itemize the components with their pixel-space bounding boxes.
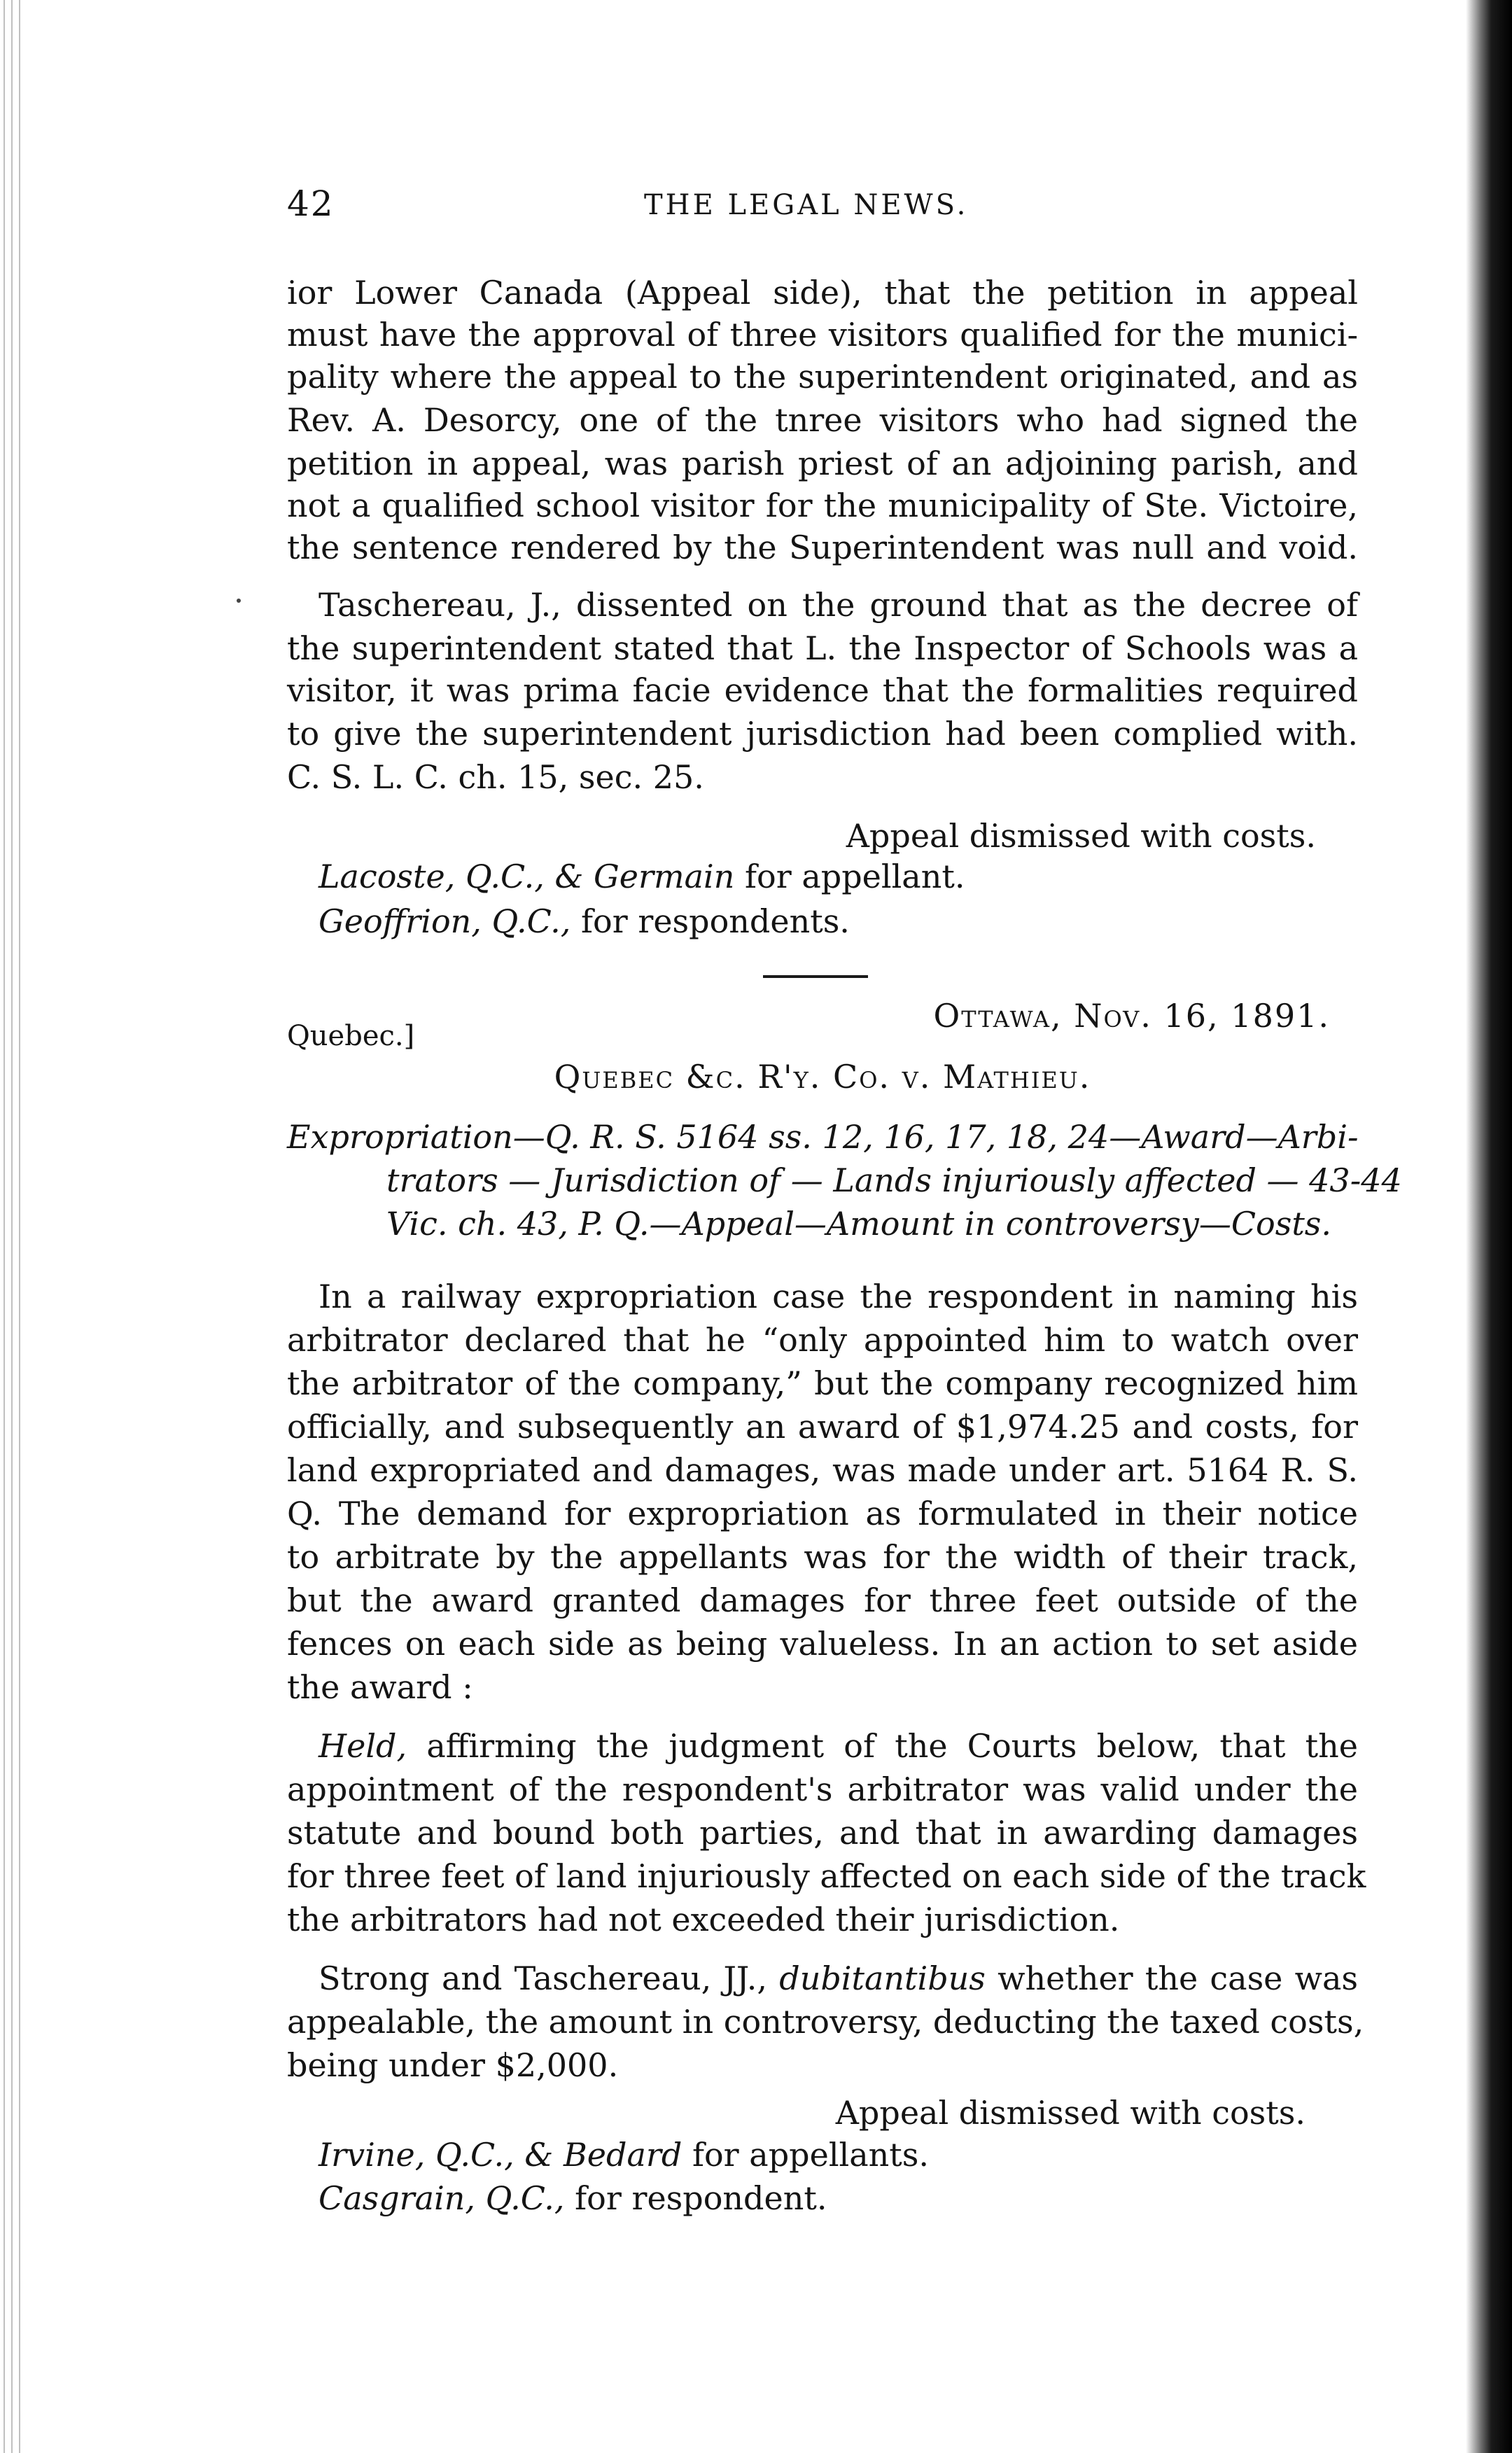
counsel-names: Geoffrion, Q.C., xyxy=(318,902,571,940)
running-title: THE LEGAL NEWS. xyxy=(644,189,969,221)
scan-right-edge xyxy=(1466,0,1512,2453)
case2-counsel-appellant xyxy=(318,2134,929,2176)
dubitante-pre: Strong and Taschereau, JJ., xyxy=(318,1959,780,1997)
text-line: for three feet of land injuriously affected on each side of the track xyxy=(287,1857,1366,1895)
held-text: affirming the judgment of the Courts below, that the xyxy=(407,1727,1358,1765)
text-line: land expropriated and damages, was made under art. 5164 R. S. xyxy=(287,1451,1358,1489)
held-word: Held, xyxy=(318,1727,407,1765)
scan-left-edge xyxy=(0,0,24,2453)
headnote-line: Expropriation—Q. R. S. 5164 ss. 12, 16, 17, 18, 24—Award—Arbi- xyxy=(287,1118,1359,1156)
section-divider xyxy=(763,975,868,978)
counsel-names: Lacoste, Q.C., & Germain xyxy=(318,858,735,895)
headnote-line: trators — Jurisdiction of — Lands injuriously affected — 43-44 xyxy=(386,1161,1402,1199)
text-line: Q. The demand for expropriation as formulated in their notice xyxy=(287,1495,1358,1532)
text-line: pality where the appeal to the superintendent originated, and as xyxy=(287,358,1358,396)
text-line: the arbitrators had not exceeded their jurisdiction. xyxy=(287,1901,1120,1938)
text-line: Taschereau, J., dissented on the ground that as the decree of xyxy=(318,586,1358,624)
text-line: the arbitrator of the company,” but the company recognized him xyxy=(287,1364,1358,1402)
text-line: In a railway expropriation case the respondent in naming his xyxy=(318,1278,1358,1315)
text-line: the award : xyxy=(287,1668,473,1706)
case2-disposition: Appeal dismissed with costs. xyxy=(835,2094,1306,2132)
text-line: must have the approval of three visitors qualified for the munici- xyxy=(287,316,1358,354)
text-line: not a qualified school visitor for the municipality of Ste. Victoire, xyxy=(287,487,1358,524)
counsel-role: for appellant. xyxy=(734,858,965,895)
court-label: Quebec.] xyxy=(287,1020,415,1052)
page-header xyxy=(287,183,1358,239)
text-line: fences on each side as being valueless. In an action to set aside xyxy=(287,1625,1358,1663)
counsel-role: for respondent. xyxy=(564,2179,827,2217)
case-title: Quebec &c. R'y. Co. v. Mathieu. xyxy=(554,1058,1091,1096)
scan-speck xyxy=(237,599,241,603)
case1-counsel-respondent xyxy=(318,900,850,942)
headnote-line: Vic. ch. 43, P. Q.—Appeal—Amount in controversy—Costs. xyxy=(386,1205,1332,1243)
text-line: the sentence rendered by the Superintendent was null and void. xyxy=(287,529,1358,566)
text-line xyxy=(318,1725,1358,1767)
text-line: to give the superintendent jurisdiction had been complied with. xyxy=(287,715,1358,753)
page-number: 42 xyxy=(287,183,335,224)
counsel-names: Casgrain, Q.C., xyxy=(318,2179,565,2217)
dubitante-word: dubitantibus xyxy=(779,1959,986,1997)
case1-disposition: Appeal dismissed with costs. xyxy=(846,817,1316,855)
text-line: appointment of the respondent's arbitrator was valid under the xyxy=(287,1770,1358,1808)
case2-counsel-respondent xyxy=(318,2177,827,2219)
text-line: appealable, the amount in controversy, deducting the taxed costs, xyxy=(287,2003,1364,2041)
text-line: but the award granted damages for three feet outside of the xyxy=(287,1581,1358,1619)
text-line: officially, and subsequently an award of $1,974.25 and costs, for xyxy=(287,1408,1358,1446)
text-line: the superintendent stated that L. the Inspector of Schools was a xyxy=(287,629,1358,667)
dubitante-post: whether the case was xyxy=(985,1959,1359,1997)
counsel-names: Irvine, Q.C., & Bedard xyxy=(318,2136,682,2174)
counsel-role: for appellants. xyxy=(682,2136,930,2174)
text-line: to arbitrate by the appellants was for the width of their track, xyxy=(287,1538,1358,1576)
text-line xyxy=(318,1957,1358,1999)
counsel-role: for respondents. xyxy=(570,902,850,940)
text-line: visitor, it was prima facie evidence that the formalities required xyxy=(287,671,1358,709)
place-date: Ottawa, Nov. 16, 1891. xyxy=(933,997,1330,1035)
text-line: C. S. L. C. ch. 15, sec. 25. xyxy=(287,758,704,796)
text-line: ior Lower Canada (Appeal side), that the petition in appeal xyxy=(287,274,1358,312)
text-line: petition in appeal, was parish priest of an adjoining parish, and xyxy=(287,445,1358,482)
text-line: statute and bound both parties, and that in awarding damages xyxy=(287,1814,1358,1852)
text-line: arbitrator declared that he “only appointed him to watch over xyxy=(287,1321,1358,1359)
case1-counsel-appellant xyxy=(318,855,965,897)
text-line: being under $2,000. xyxy=(287,2046,619,2084)
text-line: Rev. A. Desorcy, one of the tnree visitors who had signed the xyxy=(287,401,1358,439)
